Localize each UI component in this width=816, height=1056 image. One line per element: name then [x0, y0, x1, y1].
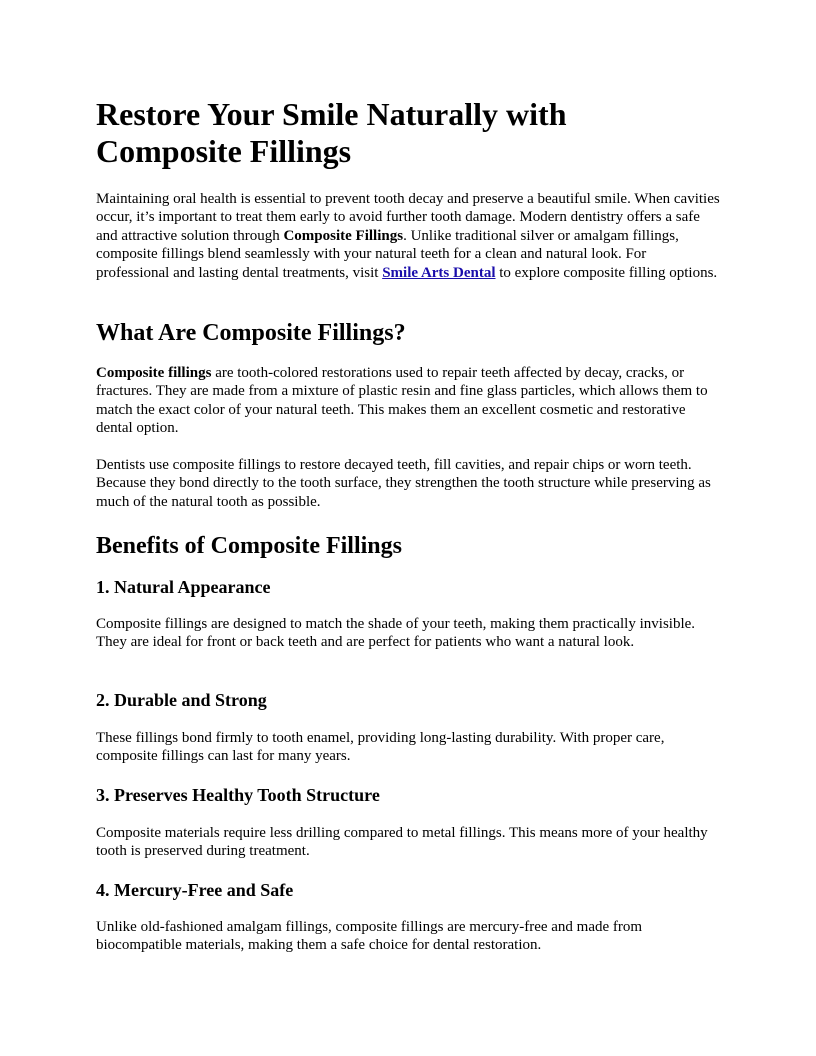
intro-text-3: to explore composite filling options.: [495, 264, 718, 281]
benefit-text-2: These fillings bond firmly to tooth enamel, providing long-lasting durability. With proper care, composite fillings can last for many years.: [96, 730, 665, 765]
benefit-text-1: Composite fillings are designed to match the shade of your teeth, making them practically invisible. They are ideal for front or back teeth and are perfect for patients who want a natural look.: [96, 616, 696, 651]
what-paragraph-1: [96, 364, 720, 438]
intro-text-1: Maintaining oral health is essential to prevent tooth decay and preserve a beautiful smile. When cavities occur, it’s important to treat them early to avoid further tooth damage. Modern dentistry offers a safe and attractive solution through: [96, 191, 720, 244]
intro-paragraph: [96, 190, 720, 282]
benefits-heading: Benefits of Composite Fillings: [96, 533, 402, 559]
what-bold-term: Composite fillings: [96, 365, 212, 381]
smile-arts-dental-link[interactable]: Smile Arts Dental: [382, 264, 496, 281]
benefit-text-4: Unlike old-fashioned amalgam fillings, composite fillings are mercury-free and made from biocompatible materials, making them a safe choice for dental restoration.: [96, 919, 643, 954]
what-text-1: are tooth-colored restorations used to repair teeth affected by decay, cracks, or fractures. They are made from a mixture of plastic resin and fine glass particles, which allows them to match the exact color of your natural teeth. This makes them an excellent cosmetic and restorative dental option.: [96, 365, 708, 437]
intro-text-2: . Unlike traditional silver or amalgam fillings, composite fillings blend seamlessly with your natural teeth for a clean and natural look. For professional and lasting dental treatments, visit: [96, 227, 679, 281]
benefit-title-4: 4. Mercury-Free and Safe: [96, 880, 294, 900]
page-title: Restore Your Smile Naturally with Composite Fillings: [96, 96, 567, 169]
intro-bold-term: Composite Fillings: [283, 227, 404, 244]
what-heading: What Are Composite Fillings?: [96, 320, 406, 346]
benefit-text-3: Composite materials require less drilling compared to metal fillings. This means more of your healthy tooth is preserved during treatment.: [96, 825, 708, 860]
benefit-title-2: 2. Durable and Strong: [96, 690, 267, 710]
what-paragraph-2: Dentists use composite fillings to restore decayed teeth, fill cavities, and repair chips or worn teeth. Because they bond directly to the tooth surface, they strengthen the tooth structure while preserving as much of the natural tooth as possible.: [96, 457, 711, 510]
benefit-title-1: 1. Natural Appearance: [96, 577, 271, 597]
benefit-title-3: 3. Preserves Healthy Tooth Structure: [96, 785, 380, 805]
